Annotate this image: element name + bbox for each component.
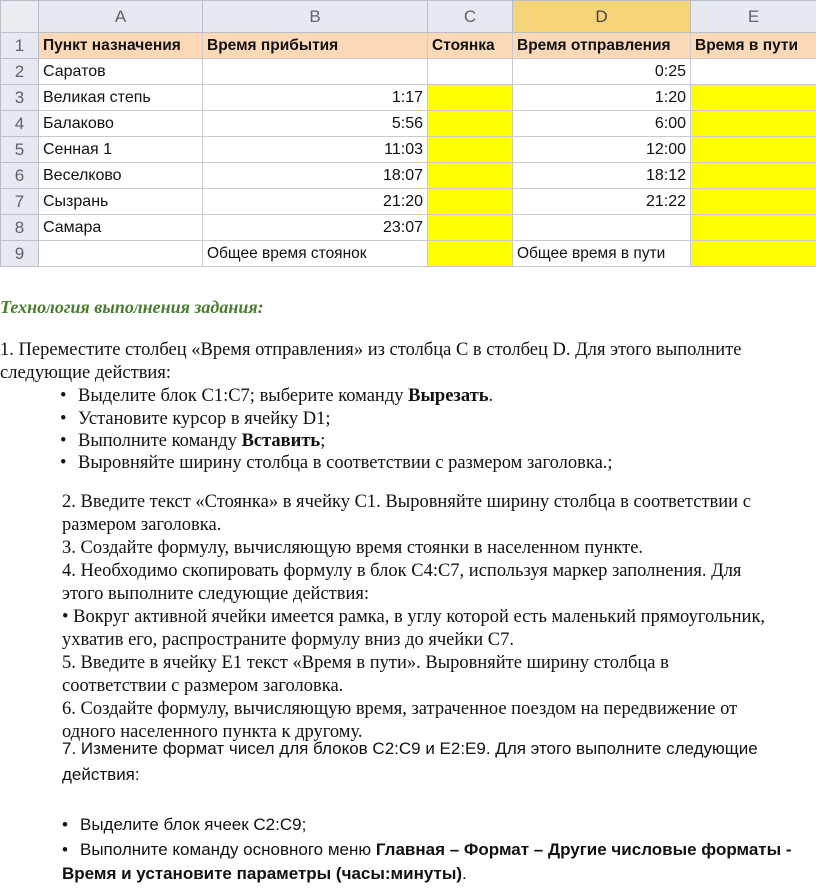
table-row <box>1 241 816 267</box>
cell-e6[interactable] <box>691 163 816 189</box>
bullet-text: Выполните команду <box>78 431 242 451</box>
bullet-icon: • <box>60 409 67 429</box>
table-row <box>1 59 816 85</box>
column-header-d[interactable]: D <box>513 1 691 33</box>
step-6-line-2: одного населенного пункта к другому. <box>62 722 363 742</box>
row-header[interactable]: 2 <box>1 59 39 85</box>
cell-e3[interactable] <box>691 85 816 111</box>
cell-a7[interactable]: Сызрань <box>39 189 203 215</box>
bullet-item <box>60 431 325 452</box>
cell-b4[interactable]: 5:56 <box>203 111 428 137</box>
step-5-line-2: соответствии с размером заголовка. <box>62 676 344 696</box>
step-4-line-4: ухватив его, распространите формулу вниз до ячейки С7. <box>62 630 515 650</box>
bullet-text: Выделите блок С1:С7; выберите команду <box>78 386 409 406</box>
column-header-c[interactable]: C <box>428 1 513 33</box>
step-4-line-1: 4. Необходимо скопировать формулу в блок С4:С7, используя маркер заполнения. Для <box>62 561 742 581</box>
cell-c5[interactable] <box>428 137 513 163</box>
column-header-b[interactable]: B <box>203 1 428 33</box>
bullet-item <box>62 840 792 860</box>
step-4-line-2: этого выполните следующие действия: <box>62 584 370 604</box>
step-2-line-1: 2. Введите текст «Стоянка» в ячейку С1. Выровняйте ширину столбца в соответствии с <box>62 492 751 512</box>
cell-e7[interactable] <box>691 189 816 215</box>
cell-a9[interactable] <box>39 241 203 267</box>
bold-command: Вырезать <box>408 386 489 406</box>
bullet-text: Выровняйте ширину столбца в соответствии с размером заголовка.; <box>78 453 613 473</box>
cell-b2[interactable] <box>203 59 428 85</box>
bullet-text: Установите курсор в ячейку D1; <box>78 409 331 429</box>
cell-d4[interactable]: 6:00 <box>513 111 691 137</box>
section-heading: Технология выполнения задания: <box>0 297 264 317</box>
bullet-text: Выполните команду основного меню <box>80 840 376 859</box>
bullet-icon: • <box>60 386 67 406</box>
table-row <box>1 85 816 111</box>
bullet-icon: • <box>62 840 68 859</box>
column-header-row <box>1 1 816 33</box>
row-header[interactable]: 9 <box>1 241 39 267</box>
step-2-line-2: размером заголовка. <box>62 515 222 535</box>
bullet-item <box>60 386 493 407</box>
cell-b6[interactable]: 18:07 <box>203 163 428 189</box>
cell-b7[interactable]: 21:20 <box>203 189 428 215</box>
select-all-corner[interactable] <box>1 1 39 33</box>
cell-a5[interactable]: Сенная 1 <box>39 137 203 163</box>
table-row <box>1 111 816 137</box>
row-header[interactable]: 4 <box>1 111 39 137</box>
table-row <box>1 189 816 215</box>
row-header[interactable]: 5 <box>1 137 39 163</box>
cell-a1[interactable]: Пункт назначения <box>39 33 203 59</box>
step-7-line-2: действия: <box>62 765 140 784</box>
step-4-line-3: • Вокруг активной ячейки имеется рамка, в углу которой есть маленький прямоугольник, <box>62 607 766 627</box>
cell-d9[interactable]: Общее время в пути <box>513 241 691 267</box>
cell-b9[interactable]: Общее время стоянок <box>203 241 428 267</box>
cell-a2[interactable]: Саратов <box>39 59 203 85</box>
cell-e4[interactable] <box>691 111 816 137</box>
cell-c2[interactable] <box>428 59 513 85</box>
bold-command: Главная – Формат – Другие числовые форматы - <box>375 840 792 859</box>
column-header-a[interactable]: A <box>39 1 203 33</box>
cell-d2[interactable]: 0:25 <box>513 59 691 85</box>
table-row <box>1 163 816 189</box>
bullet-item <box>62 815 306 835</box>
step-3: 3. Создайте формулу, вычисляющую время стоянки в населенном пункте. <box>62 538 644 558</box>
cell-d7[interactable]: 21:22 <box>513 189 691 215</box>
cell-e1[interactable]: Время в пути <box>691 33 816 59</box>
step-7-line-1: 7. Измените формат чисел для блоков С2:С9 и Е2:Е9. Для этого выполните следующие <box>62 739 758 758</box>
cell-d6[interactable]: 18:12 <box>513 163 691 189</box>
cell-e9[interactable] <box>691 241 816 267</box>
cell-a6[interactable]: Веселково <box>39 163 203 189</box>
cell-a8[interactable]: Самара <box>39 215 203 241</box>
cell-b3[interactable]: 1:17 <box>203 85 428 111</box>
cell-e2[interactable] <box>691 59 816 85</box>
table-row <box>1 137 816 163</box>
bullet-icon: • <box>60 453 67 473</box>
row-header[interactable]: 1 <box>1 33 39 59</box>
bullet-text: . <box>462 864 467 883</box>
bullet-item <box>60 409 331 430</box>
bullet-text: Выделите блок ячеек С2:С9; <box>80 815 307 834</box>
cell-c4[interactable] <box>428 111 513 137</box>
row-header[interactable]: 8 <box>1 215 39 241</box>
row-header[interactable]: 3 <box>1 85 39 111</box>
bullet-item <box>60 453 613 474</box>
cell-e8[interactable] <box>691 215 816 241</box>
row-header[interactable]: 6 <box>1 163 39 189</box>
column-header-e[interactable]: E <box>691 1 816 33</box>
cell-d8[interactable] <box>513 215 691 241</box>
cell-c3[interactable] <box>428 85 513 111</box>
table-row <box>1 215 816 241</box>
bullet-icon: • <box>62 815 68 834</box>
cell-c6[interactable] <box>428 163 513 189</box>
bullet-continuation <box>62 864 467 884</box>
cell-c1[interactable]: Стоянка <box>428 33 513 59</box>
cell-c9[interactable] <box>428 241 513 267</box>
bold-command: Время и установите параметры (часы:минуты) <box>62 864 463 883</box>
step-1-line-1: 1. Переместите столбец «Время отправления» из столбца С в столбец D. Для этого выполните <box>0 340 742 360</box>
cell-a4[interactable]: Балаково <box>39 111 203 137</box>
cell-d5[interactable]: 12:00 <box>513 137 691 163</box>
cell-c7[interactable] <box>428 189 513 215</box>
cell-e5[interactable] <box>691 137 816 163</box>
cell-b1[interactable]: Время прибытия <box>203 33 428 59</box>
bullet-icon: • <box>60 431 67 451</box>
table-row <box>1 33 816 59</box>
cell-d1[interactable]: Время отправления <box>513 33 691 59</box>
step-5-line-1: 5. Введите в ячейку Е1 текст «Время в пути». Выровняйте ширину столбца в <box>62 653 669 673</box>
cell-c8[interactable] <box>428 215 513 241</box>
bullet-text: . <box>488 386 494 406</box>
row-header[interactable]: 7 <box>1 189 39 215</box>
cell-b8[interactable]: 23:07 <box>203 215 428 241</box>
step-6-line-1: 6. Создайте формулу, вычисляющую время, затраченное поездом на передвижение от <box>62 699 738 719</box>
spreadsheet <box>0 0 816 278</box>
step-1-line-2: следующие действия: <box>0 363 171 383</box>
spreadsheet-grid <box>0 0 816 267</box>
bullet-text: ; <box>320 431 326 451</box>
cell-a3[interactable]: Великая степь <box>39 85 203 111</box>
bold-command: Вставить <box>241 431 321 451</box>
cell-b5[interactable]: 11:03 <box>203 137 428 163</box>
cell-d3[interactable]: 1:20 <box>513 85 691 111</box>
